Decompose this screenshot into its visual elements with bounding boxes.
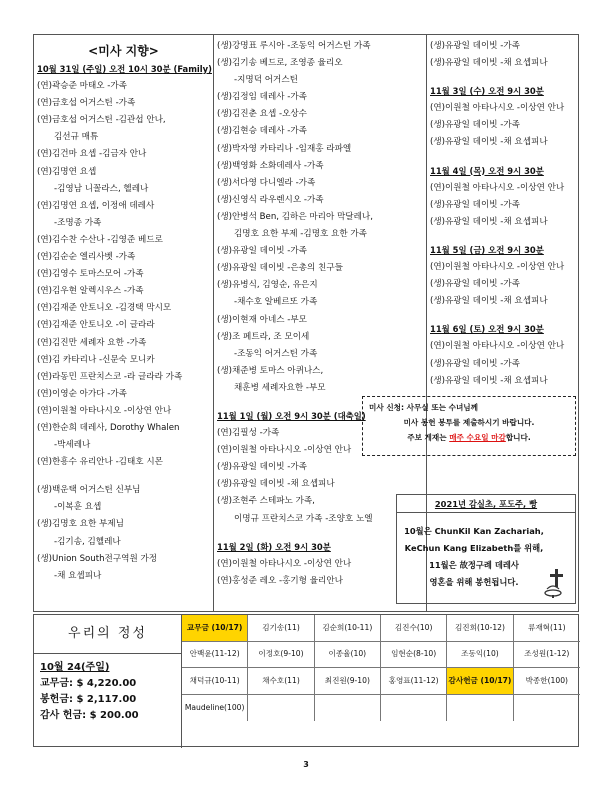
intention-line: -김기송, 김헬레나 — [54, 536, 121, 547]
intention-line: (연)김필성 -가족 — [217, 428, 280, 439]
intention-line: (생)유광일 데이빗 -가족 — [217, 246, 307, 257]
offering-line-1: 교무금: $ 4,220.00 — [40, 678, 137, 689]
intention-line: (생)강명표 루시아 -조동익 어거스틴 가족 — [217, 41, 371, 51]
donor-cell — [514, 695, 580, 722]
offering-title: 우리의 정성 — [34, 615, 181, 654]
donor-row — [182, 642, 580, 669]
donor-cell — [315, 695, 381, 722]
notice-line-3-end: 합니다. — [505, 433, 531, 442]
intention-line: (연)김수찬 수산나 -김영준 베드로 — [37, 234, 163, 245]
chalice-cross-icon — [544, 569, 570, 599]
offering-date: 10월 24(주일) — [40, 662, 110, 673]
intention-line: (생)서다영 다니엘라 -가족 — [217, 177, 316, 188]
intention-line: (연)라동민 프란치스코 -라 글라라 가족 — [37, 371, 183, 382]
intention-line: -조동익 어거스틴 가족 — [234, 348, 318, 359]
donor-cell: 채수호(11) — [248, 668, 314, 694]
spacer — [34, 471, 213, 482]
intention-line: (연)이원철 아타나시오 -이상연 안나 — [430, 262, 565, 273]
donor-row — [182, 668, 580, 695]
donor-cell: 김진희(10-12) — [447, 615, 513, 641]
intention-line: (생)조현주 스테파노 가족, — [217, 496, 315, 507]
intention-line: (생)조 페트라, 조 모이세 — [217, 331, 310, 342]
donor-cell: 류재혁(11) — [528, 622, 566, 632]
intention-line: (생)백영화 소화데레사 -가족 — [217, 160, 324, 171]
intention-line: (연)김재준 안토니오 -김경택 막시모 — [37, 303, 172, 314]
intention-line: 채훈병 세례자요한 -부모 — [234, 382, 326, 393]
donor-cell — [447, 695, 513, 722]
intention-line: (생)유광일 데이빗 -가족 — [430, 41, 520, 51]
spacer — [427, 231, 580, 242]
donor-cell: 임현순(8-10) — [381, 642, 447, 668]
intention-line: (연)김순순 엘리사벳 -가족 — [37, 252, 136, 263]
intention-line: (연)이원철 아타나시오 -이상연 안나 — [217, 558, 352, 569]
donor-cell: 김진수(10) — [381, 615, 447, 641]
intention-line: (연)금호섭 어거스틴 -김관섭 안나, — [37, 115, 166, 126]
thanksgiving-box — [396, 494, 576, 604]
intention-line: (생)이현재 아네스 -부모 — [217, 314, 307, 325]
offering-line-2: 봉헌금: $ 2,117.00 — [40, 694, 137, 705]
intention-line: -채 요셉피나 — [54, 570, 102, 581]
intention-line: (생)유광일 데이빗 -채 요셉피나 — [430, 375, 548, 386]
donor-cell: 김순희(10-11) — [315, 615, 381, 641]
intention-line: (생)박자영 카타리나 -임재홍 라파엘 — [217, 143, 352, 154]
mass-date-heading: 11월 5일 (금) 오전 9시 30분 — [430, 244, 544, 255]
intention-line: (생)유광일 데이빗 -채 요셉피나 — [217, 479, 335, 490]
mass-date-heading: 10월 31일 (주일) 오전 10시 30분 (Family) — [37, 64, 212, 74]
intention-line: 김선규 매튜 — [54, 132, 99, 143]
donor-cell: 홍영표(11-12) — [381, 668, 447, 694]
intention-line: 이명규 프란치스코 가족 -조양호 노엘 — [234, 513, 373, 524]
intention-line: -김영남 니꼴라스, 헬레나 — [54, 183, 149, 194]
intention-line: -이복훈 요셉 — [54, 502, 102, 513]
intention-line: (생)유광일 데이빗 -채 요셉피나 — [430, 137, 548, 148]
notice-line-2: 미사 봉헌 봉투를 제출하시기 바랍니다. — [403, 418, 535, 427]
notice-line-3 — [369, 430, 569, 445]
thanksgiving-title: 2021년 감실초, 포도주, 빵 — [397, 495, 575, 513]
intention-line: (연)김명연 요셉 — [37, 166, 97, 177]
intention-line: -채수호 알베르또 가족 — [234, 297, 318, 308]
intention-line: (연)곽승준 마태오 -가족 — [37, 81, 127, 92]
intention-line: (연)이원철 아타나시오 -이상연 안나 — [430, 341, 565, 352]
intention-line: (연)이원철 아타나시오 -이상연 안나 — [217, 445, 352, 456]
notice-line-1: 미사 신청: 사무실 또는 수녀님께 — [369, 403, 478, 412]
donor-cell: 안백윤(11-12) — [182, 642, 248, 668]
intention-line: (연)김진만 세례자 요한 -가족 — [37, 337, 147, 348]
intention-line: (생)유광일 데이빗 -채 요셉피나 — [430, 58, 548, 69]
offering-line-3: 감사 헌금: $ 200.00 — [40, 710, 139, 721]
donor-cell: 최진원(9-10) — [315, 668, 381, 694]
intention-line: (생)김정임 데레사 -가족 — [217, 92, 307, 103]
intention-line: (연)이원철 아타나시오 -이상연 안나 — [430, 103, 565, 114]
spacer — [427, 72, 580, 83]
thanksgiving-line-3: 11월은 故정구례 데레사 — [429, 560, 519, 570]
mass-date-heading: 11월 2일 (화) 오전 9시 30분 — [217, 541, 331, 552]
donor-cell: 교무금 (10/17) — [182, 615, 248, 641]
offering-summary — [34, 615, 182, 748]
donor-row — [182, 695, 580, 722]
intention-line: 김명호 요한 부제 -김명호 요한 가족 — [234, 229, 367, 240]
intention-line: (생)유광일 데이빗 -가족 — [217, 462, 307, 473]
thanksgiving-line-4: 영혼을 위해 봉헌됩니다. — [429, 577, 519, 587]
intention-line: -조명종 가족 — [54, 217, 102, 228]
donor-cell: 이정호(9-10) — [248, 642, 314, 668]
offering-box — [33, 614, 579, 747]
intention-line: (연)이영순 아가다 -가족 — [37, 388, 127, 399]
intention-line: (연)금호섭 어거스틴 -가족 — [37, 98, 136, 109]
intention-line: (연)홍성준 레오 -홍기형 율리안나 — [217, 575, 343, 586]
intention-line: (생)김현승 데레사 -가족 — [217, 126, 307, 137]
donor-cell: 조동익(10) — [447, 642, 513, 668]
intention-line: (생)유병식, 김영순, 유은지 — [217, 280, 318, 291]
intention-line: (연)김 카타리나 -신문숙 모니카 — [37, 354, 155, 365]
intention-line: (생)김명호 요한 부제님 — [37, 519, 124, 530]
mass-title: <미사 지향> — [88, 44, 159, 58]
intention-line: -지명덕 어거스틴 — [234, 75, 298, 86]
intention-line: (연)한순희 데레사, Dorothy Whalen — [37, 422, 180, 433]
donor-cell: 김기송(11) — [248, 615, 314, 641]
mass-date-heading: 11월 1일 (월) 오전 9시 30분 (대축일) — [217, 410, 366, 421]
spacer — [427, 310, 580, 321]
intention-line: (연)김재준 안토니오 -이 글라라 — [37, 320, 155, 331]
spacer — [214, 528, 426, 539]
intention-line: (연)이원철 아타나시오 -이상연 안나 — [37, 405, 172, 416]
donor-cell: 감사헌금 (10/17) — [447, 668, 513, 694]
donor-cell — [381, 695, 447, 722]
notice-deadline: 매주 수요일 마감 — [449, 433, 506, 442]
intention-line: (연)김명연 요셉, 이정애 데레사 — [37, 200, 155, 211]
donor-cell: 조성원(1-12) — [524, 649, 570, 659]
intention-line: (생)김진춘 요셉 -오상수 — [217, 109, 307, 120]
intention-line: (연)김영수 토마스모어 -가족 — [37, 269, 144, 280]
donor-cell — [248, 695, 314, 722]
donor-cell: Maudeline(100) — [182, 695, 248, 722]
intention-line: (생)백운택 어거스틴 신부님 — [37, 485, 141, 496]
intention-line: (연)김우현 알렉시우스 -가족 — [37, 286, 144, 297]
intention-line: (생)유광일 데이빗 -은총의 친구들 — [217, 263, 343, 274]
thanksgiving-line-2: KeChun Kang Elizabeth를 위해, — [404, 543, 544, 553]
donor-grid — [182, 615, 580, 748]
spacer — [427, 152, 580, 163]
donor-cell: 박종한(100) — [525, 675, 569, 685]
intention-line: (생)안병석 Ben, 김하은 마리아 막달레나, — [217, 211, 373, 222]
notice-line-3-start: 주보 게재는 — [407, 433, 450, 442]
intention-line: (연)이원철 아타나시오 -이상연 안나 — [430, 182, 565, 193]
intention-line: (생)유광일 데이빗 -채 요셉피나 — [430, 296, 548, 307]
intention-line: (생)신영식 라우렌시오 -가족 — [217, 194, 324, 205]
intention-line: (생)유광일 데이빗 -가족 — [430, 279, 520, 290]
intention-line: (생)유광일 데이빗 -채 요셉피나 — [430, 216, 548, 227]
mass-date-heading: 11월 4일 (목) 오전 9시 30분 — [430, 165, 544, 176]
intention-line: (생)김기송 베드로, 조영종 율리오 — [217, 58, 343, 69]
donor-cell: 채덕규(10-11) — [182, 668, 248, 694]
intention-line: (생)유광일 데이빗 -가족 — [430, 358, 520, 369]
intention-line: (생)채준병 토마스 아퀴나스, — [217, 365, 324, 376]
thanksgiving-line-1: 10월은 ChunKil Kan Zachariah, — [404, 526, 544, 536]
intention-line: (연)김건마 요셉 -김금자 안나 — [37, 149, 147, 160]
intention-line: (생)유광일 데이빗 -가족 — [430, 120, 520, 131]
intention-line: (연)한흥수 유리안나 -김태호 시몬 — [37, 457, 163, 468]
mass-column-1 — [34, 35, 214, 611]
mass-request-notice — [362, 396, 576, 456]
intention-line: (생)Union South전구역원 가정 — [37, 553, 158, 564]
page-number: 3 — [303, 760, 309, 769]
intention-line: (생)유광일 데이빗 -가족 — [430, 199, 520, 210]
mass-date-heading: 11월 6일 (토) 오전 9시 30분 — [430, 324, 544, 335]
donor-cell: 이종율(10) — [315, 642, 381, 668]
donor-row — [182, 615, 580, 642]
mass-date-heading: 11월 3일 (수) 오전 9시 30분 — [430, 86, 544, 97]
intention-line: -박세레나 — [54, 440, 91, 451]
